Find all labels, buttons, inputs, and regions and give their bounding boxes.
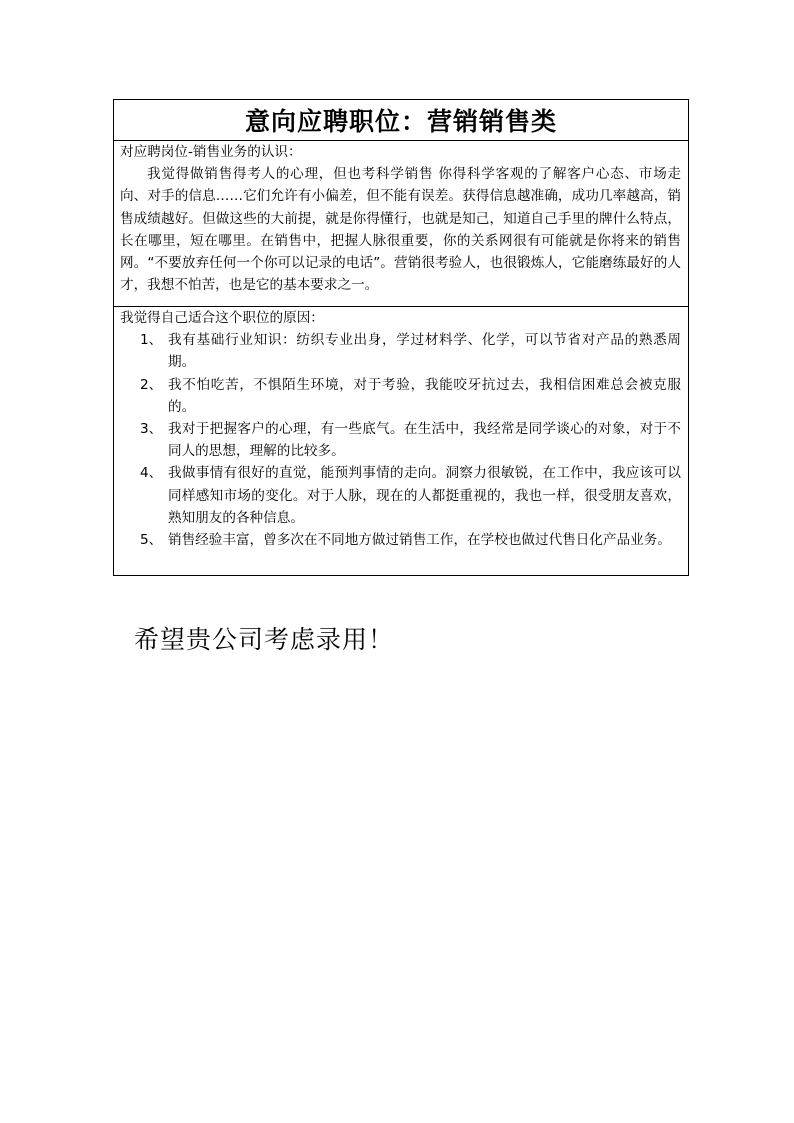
list-item-text: 我做事情有很好的直觉，能预判事情的走向。洞察力很敏锐，在工作中，我应该可以同样感知市场的变化。对于人脉，现在的人都挺重视的，我也一样，很受朋友喜欢，熟知朋友的各种信息。 bbox=[168, 465, 681, 526]
understanding-section bbox=[114, 141, 688, 307]
list-item bbox=[120, 462, 681, 529]
closing-statement: 希望贵公司考虑录用！ bbox=[134, 625, 395, 654]
list-item bbox=[120, 418, 681, 462]
list-item-text: 销售经验丰富，曾多次在不同地方做过销售工作，在学校也做过代售日化产品业务。 bbox=[168, 532, 671, 549]
application-table bbox=[113, 99, 689, 576]
list-item-number: 3、 bbox=[140, 421, 163, 438]
understanding-heading: 对应聘岗位-销售业务的认识： bbox=[120, 144, 302, 160]
understanding-paragraph: 我觉得做销售得考人的心理，但也考科学销售 你得科学客观的了解客户心态、市场走向、对手的信息……它们允许有小偏差，但不能有误差。获得信息越准确，成功几率越高，销售成绩越好。但做这些的大前提，就是你得懂行，也就是知己，知道自己手里的牌什么特点，长在哪里，短在哪里。在销售中，把握人脉很重要，你的关系网很有可能就是你将来的销售网。“不要放弃任何一个你可以记录的电话”。营销很考验人，也很锻炼人，它能磨练最好的人才，我想不怕苦，也是它的基本要求之一。 bbox=[120, 166, 681, 294]
list-item-text: 我有基础行业知识：纺织专业出身，学过材料学、化学，可以节省对产品的熟悉周期。 bbox=[168, 332, 681, 371]
list-item-text: 我对于把握客户的心理，有一些底气。在生活中，我经常是同学谈心的对象，对于不同人的思想，理解的比较多。 bbox=[168, 421, 681, 460]
reasons-heading: 我觉得自己适合这个职位的原因： bbox=[120, 310, 324, 326]
list-item-number: 1、 bbox=[140, 332, 163, 349]
list-item-number: 4、 bbox=[140, 465, 163, 482]
list-item-text: 我不怕吃苦，不惧陌生环境，对于考验，我能咬牙抗过去，我相信困难总会被克服的。 bbox=[168, 376, 681, 415]
list-item bbox=[120, 529, 681, 551]
list-item bbox=[120, 329, 681, 373]
list-item-number: 2、 bbox=[140, 376, 163, 393]
list-item-number: 5、 bbox=[140, 532, 163, 549]
list-item bbox=[120, 374, 681, 418]
page-title: 意向应聘职位：营销销售类 bbox=[114, 100, 688, 141]
reasons-section bbox=[114, 307, 688, 575]
